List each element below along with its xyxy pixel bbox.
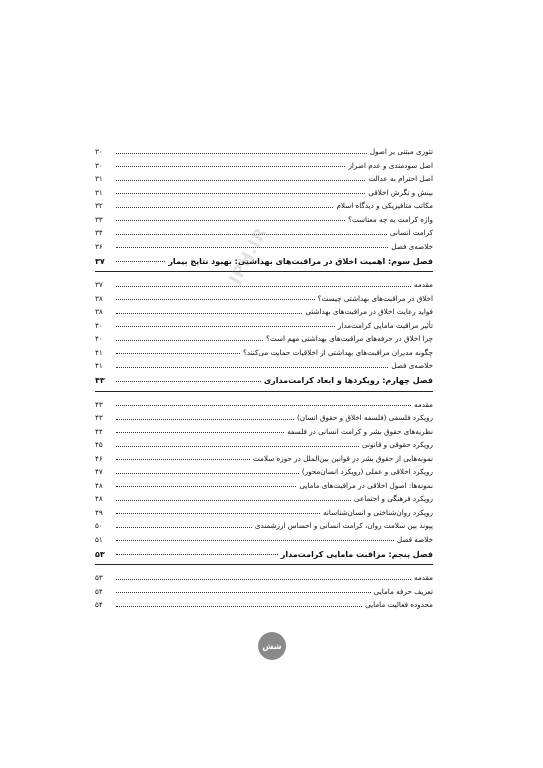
toc-page-number: ۴۷ (95, 467, 103, 477)
toc-title: رویکرد حقوقی و قانونی (362, 440, 433, 450)
dot-leader (116, 220, 345, 221)
watermark: JPH.IR (225, 223, 271, 287)
dot-leader (116, 446, 359, 447)
dot-leader (116, 340, 263, 341)
toc-page-number: ۳۸ (95, 307, 103, 317)
toc-page-number: ۵۱ (95, 534, 103, 544)
toc-title: کرامت انسانی (389, 228, 433, 238)
toc-page-number: ۳۶ (95, 241, 103, 251)
toc-title: نمونه‌هایی از حقوق بشر در قوانین بین‌الملل در حوزه سلامت (252, 453, 433, 463)
toc-page-number: ۴۱ (95, 347, 103, 357)
dot-leader (116, 180, 365, 181)
toc-title: اصل سودمندی و عدم اضرار (348, 160, 433, 170)
toc-chapter-heading (95, 372, 433, 392)
dot-leader (116, 486, 296, 487)
toc-entry (95, 568, 433, 582)
toc-title: خلاصه‌ی فصل (391, 361, 433, 371)
toc-page-number: ۳۳ (95, 214, 103, 224)
toc-page-number: ۴۶ (95, 453, 103, 463)
toc-entry (95, 169, 433, 183)
toc-entry (95, 503, 433, 517)
toc-title: مقدمه (414, 399, 433, 409)
toc-entry (95, 582, 433, 596)
dot-leader (116, 166, 345, 167)
table-of-contents (95, 142, 433, 609)
dot-leader (116, 459, 250, 460)
dot-leader (116, 207, 333, 208)
toc-title: نظریه‌های حقوق بشر و کرامت انسانی در فلسفه (287, 426, 433, 436)
dot-leader (116, 261, 165, 262)
dot-leader (116, 606, 362, 607)
toc-entry (95, 156, 433, 170)
dot-leader (116, 326, 335, 327)
toc-page-number: ۴۸ (95, 494, 103, 504)
toc-title: تئوری مبتنی بر اصول (369, 147, 433, 157)
toc-entry (95, 356, 433, 370)
toc-entry (95, 408, 433, 422)
toc-page-number: ۳۰ (95, 147, 103, 157)
toc-title: محدوده فعالیت مامایی (365, 600, 433, 610)
dot-leader (116, 381, 261, 382)
dot-leader (116, 299, 315, 300)
dot-leader (116, 592, 371, 593)
toc-title: رویکرد روان‌شناختی و انسان‌شناسانه (323, 507, 433, 517)
toc-page-number: ۳۷ (95, 280, 103, 290)
toc-title: مقدمه (414, 573, 433, 583)
toc-page-number: ۴۳ (95, 413, 103, 423)
toc-page-number: ۴۱ (95, 361, 103, 371)
toc-entry (95, 289, 433, 303)
toc-title: بینش و نگرش اخلاقی (368, 187, 433, 197)
toc-title: فصل پنجم: مراقبت مامایی کرامت‌مدار (280, 549, 433, 559)
toc-chapter-heading (95, 252, 433, 272)
toc-entry (95, 183, 433, 197)
toc-entry (95, 316, 433, 330)
toc-title: تعریف حرفه مامایی (373, 586, 433, 596)
toc-entry (95, 435, 433, 449)
toc-page-number: ۳۱ (95, 174, 103, 184)
toc-page-number: ۴۳ (95, 376, 105, 385)
toc-entry (95, 275, 433, 289)
toc-entry (95, 196, 433, 210)
toc-title: اصل احترام به عدالت (368, 174, 433, 184)
toc-page-number: ۴۴ (95, 426, 103, 436)
dot-leader (116, 367, 388, 368)
toc-entry (95, 343, 433, 357)
dot-leader (116, 500, 351, 501)
toc-title: واژه کرامت به چه معناست؟ (348, 214, 433, 224)
toc-page-number: ۴۳ (95, 399, 103, 409)
dot-leader (116, 419, 294, 420)
toc-entry (95, 595, 433, 609)
toc-chapter-heading (95, 545, 433, 565)
toc-page-number: ۴۰ (95, 334, 103, 344)
toc-title: رویکرد فرهنگی و اجتماعی (354, 494, 433, 504)
toc-page-number: ۳۴ (95, 228, 103, 238)
toc-title: تأثیر مراقبت مامایی کرامت‌مدار (337, 320, 433, 330)
toc-entry (95, 530, 433, 544)
toc-entry (95, 210, 433, 224)
dot-leader (116, 554, 278, 555)
toc-page-number: ۴۸ (95, 480, 103, 490)
toc-page-number: ۳۷ (95, 256, 105, 266)
toc-title: رویکرد فلسفی (فلسفه اخلاق و حقوق انسان) (297, 413, 433, 423)
toc-title: مکاتب متافیزیکی و دیدگاه اسلام (336, 201, 433, 211)
toc-entry (95, 516, 433, 530)
toc-page-number: ۵۳ (95, 573, 103, 583)
toc-page-number: ۴۹ (95, 507, 103, 517)
dot-leader (116, 286, 411, 287)
toc-title: خلاصه‌ی فصل (391, 241, 433, 251)
toc-entry (95, 329, 433, 343)
toc-title: فصل چهارم: رویکردها و ابعاد کرامت‌مداری (263, 376, 433, 385)
toc-entry (95, 395, 433, 409)
toc-title: فواید رعایت اخلاق در مراقبت‌های بهداشتی (305, 307, 433, 317)
dot-leader (116, 153, 367, 154)
toc-entry (95, 476, 433, 490)
dot-leader (116, 405, 411, 406)
toc-title: فصل سوم: اهمیت اخلاق در مراقبت‌های بهداشتی: بهبود نتایج بیمار (168, 256, 433, 266)
toc-page-number: ۵۴ (95, 586, 103, 596)
page-number-badge: شش (258, 632, 286, 660)
toc-title: خلاصه فصل (396, 534, 433, 544)
dot-leader (116, 432, 284, 433)
toc-page-number: ۳۰ (95, 160, 103, 170)
toc-title: چگونه مدیران مراقبت‌های بهداشتی از اخلاقیات حمایت می‌کنند؟ (243, 347, 433, 357)
toc-title: مقدمه (414, 280, 433, 290)
dot-leader (116, 193, 365, 194)
toc-entry (95, 449, 433, 463)
dot-leader (116, 540, 394, 541)
toc-page-number: ۳۸ (95, 293, 103, 303)
dot-leader (116, 353, 240, 354)
toc-page-number: ۵۳ (95, 549, 105, 559)
toc-entry (95, 422, 433, 436)
dot-leader (116, 313, 302, 314)
toc-entry (95, 489, 433, 503)
toc-title: رویکرد اخلاقی و عملی (رویکرد انسان‌محور) (301, 467, 433, 477)
dot-leader (116, 579, 411, 580)
toc-title: پیوند بین سلامت روان، کرامت انسانی و احساس ارزشمندی (254, 521, 433, 531)
toc-entry (95, 462, 433, 476)
toc-page-number: ۳۱ (95, 187, 103, 197)
toc-title: اخلاق در مراقبت‌های بهداشتی چیست؟ (317, 293, 433, 303)
toc-page-number: ۵۰ (95, 521, 103, 531)
toc-page-number: ۴۰ (95, 320, 103, 330)
toc-title: نمونه‌ها: اصول اخلاقی در مراقبت‌های مامایی (299, 480, 433, 490)
toc-page-number: ۴۵ (95, 440, 103, 450)
toc-title: چرا اخلاق در حرفه‌های مراقبت‌های بهداشتی مهم است؟ (266, 334, 433, 344)
dot-leader (116, 527, 252, 528)
toc-page-number: ۳۲ (95, 201, 103, 211)
toc-page-number: ۵۴ (95, 600, 103, 610)
toc-entry (95, 302, 433, 316)
dot-leader (116, 513, 320, 514)
toc-entry (95, 142, 433, 156)
dot-leader (116, 473, 299, 474)
